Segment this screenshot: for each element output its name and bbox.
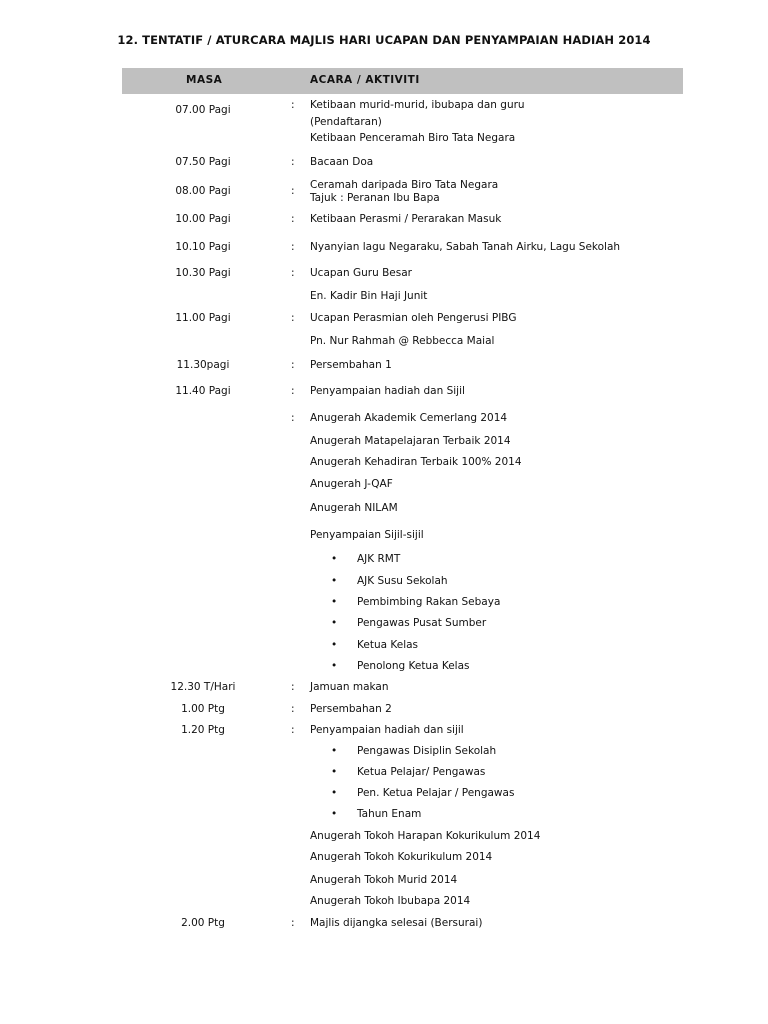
activity-line: Anugerah Tokoh Murid 2014: [310, 874, 458, 886]
activity-line: Bacaan Doa: [310, 156, 374, 168]
time-cell: 10.10 Pagi: [175, 241, 231, 253]
header-acara: ACARA / AKTIVITI: [310, 74, 420, 86]
activity-line: Penyampaian Sijil-sijil: [310, 529, 424, 541]
activity-line: Persembahan 1: [310, 359, 392, 371]
activity-line: Anugerah Tokoh Harapan Kokurikulum 2014: [310, 830, 541, 842]
colon-separator: :: [291, 703, 295, 715]
activity-line: Nyanyian lagu Negaraku, Sabah Tanah Airku, Lagu Sekolah: [310, 241, 621, 253]
time-cell: 10.00 Pagi: [175, 213, 231, 225]
colon-separator: :: [291, 312, 295, 324]
page-title: 12. TENTATIF / ATURCARA MAJLIS HARI UCAPAN DAN PENYAMPAIAN HADIAH 2014: [117, 33, 651, 47]
time-cell: 11.40 Pagi: [175, 385, 231, 397]
activity-line: Jamuan makan: [310, 681, 389, 693]
bullet-icon: •: [331, 660, 338, 672]
colon-separator: :: [291, 185, 295, 197]
bullet-icon: •: [331, 787, 338, 799]
bullet-item: Pembimbing Rakan Sebaya: [357, 596, 501, 608]
bullet-icon: •: [331, 639, 338, 651]
colon-separator: :: [291, 241, 295, 253]
activity-line: Majlis dijangka selesai (Bersurai): [310, 917, 483, 929]
bullet-icon: •: [331, 596, 338, 608]
activity-line: Anugerah NILAM: [310, 502, 398, 514]
bullet-item: Penolong Ketua Kelas: [357, 660, 470, 672]
bullet-icon: •: [331, 808, 338, 820]
bullet-item: AJK Susu Sekolah: [357, 575, 448, 587]
time-cell: 2.00 Ptg: [181, 917, 225, 929]
bullet-icon: •: [331, 766, 338, 778]
bullet-icon: •: [331, 617, 338, 629]
time-cell: 10.30 Pagi: [175, 267, 231, 279]
bullet-item: Pen. Ketua Pelajar / Pengawas: [357, 787, 515, 799]
activity-line: Tajuk : Peranan Ibu Bapa: [310, 192, 440, 204]
colon-separator: :: [291, 156, 295, 168]
bullet-item: Tahun Enam: [357, 808, 422, 820]
activity-line: (Pendaftaran): [310, 116, 382, 128]
activity-line: Anugerah Tokoh Ibubapa 2014: [310, 895, 471, 907]
time-cell: 11.00 Pagi: [175, 312, 231, 324]
activity-line: Ceramah daripada Biro Tata Negara: [310, 179, 499, 191]
bullet-item: Pengawas Disiplin Sekolah: [357, 745, 497, 757]
colon-separator: :: [291, 213, 295, 225]
bullet-item: Ketua Kelas: [357, 639, 419, 651]
time-cell: 12.30 T/Hari: [170, 681, 236, 693]
activity-line: Ketibaan murid-murid, ibubapa dan guru: [310, 99, 525, 111]
bullet-icon: •: [331, 553, 338, 565]
activity-line: Anugerah Akademik Cemerlang 2014: [310, 412, 508, 424]
colon-separator: :: [291, 99, 295, 111]
colon-separator: :: [291, 359, 295, 371]
colon-separator: :: [291, 724, 295, 736]
time-cell: 07.00 Pagi: [175, 104, 231, 116]
header-masa: MASA: [186, 74, 223, 86]
activity-line: Penyampaian hadiah dan Sijil: [310, 385, 465, 397]
colon-separator: :: [291, 412, 295, 424]
activity-line: Penyampaian hadiah dan sijil: [310, 724, 464, 736]
bullet-item: Ketua Pelajar/ Pengawas: [357, 766, 486, 778]
activity-line: Ketibaan Penceramah Biro Tata Negara: [310, 132, 516, 144]
activity-line: Anugerah J-QAF: [310, 478, 393, 490]
time-cell: 11.30pagi: [176, 359, 230, 371]
colon-separator: :: [291, 385, 295, 397]
bullet-item: AJK RMT: [357, 553, 401, 565]
colon-separator: :: [291, 681, 295, 693]
bullet-icon: •: [331, 745, 338, 757]
colon-separator: :: [291, 917, 295, 929]
bullet-icon: •: [331, 575, 338, 587]
time-cell: 1.20 Ptg: [181, 724, 225, 736]
activity-line: Persembahan 2: [310, 703, 392, 715]
activity-line: Pn. Nur Rahmah @ Rebbecca Maial: [310, 335, 495, 347]
activity-line: Ketibaan Perasmi / Perarakan Masuk: [310, 213, 502, 225]
activity-line: Anugerah Tokoh Kokurikulum 2014: [310, 851, 493, 863]
colon-separator: :: [291, 267, 295, 279]
time-cell: 08.00 Pagi: [175, 185, 231, 197]
activity-line: En. Kadir Bin Haji Junit: [310, 290, 428, 302]
time-cell: 07.50 Pagi: [175, 156, 231, 168]
activity-line: Anugerah Kehadiran Terbaik 100% 2014: [310, 456, 522, 468]
bullet-item: Pengawas Pusat Sumber: [357, 617, 487, 629]
activity-line: Anugerah Matapelajaran Terbaik 2014: [310, 435, 511, 447]
time-cell: 1.00 Ptg: [181, 703, 225, 715]
table-header: [122, 68, 683, 94]
activity-line: Ucapan Guru Besar: [310, 267, 412, 279]
activity-line: Ucapan Perasmian oleh Pengerusi PIBG: [310, 312, 517, 324]
